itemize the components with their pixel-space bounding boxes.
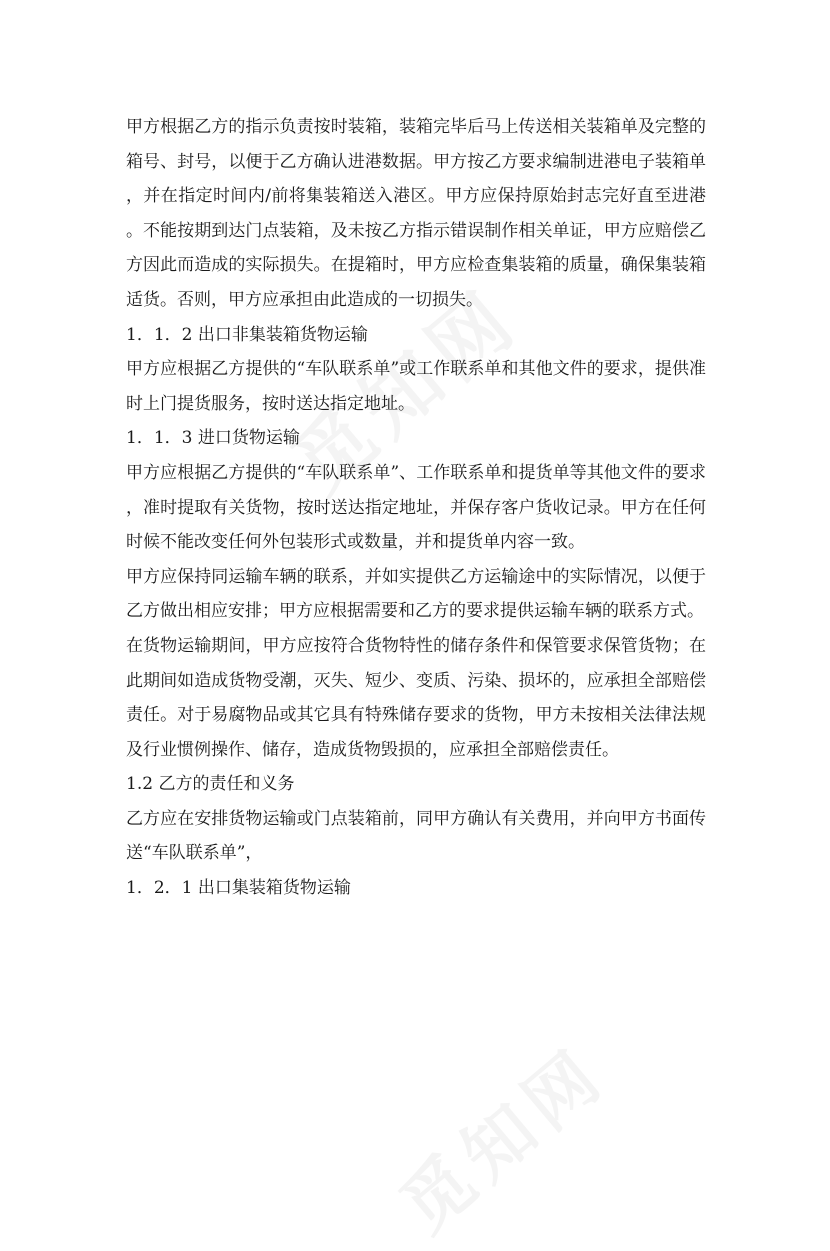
- paragraph-container-loading: 甲方根据乙方的指示负责按时装箱，装箱完毕后马上传送相关装箱单及完整的箱号、封号，以便于乙方确认进港数据。甲方按乙方要求编制进港电子装箱单，并在指定时间内/前将集装箱送入港区。甲方应保持原始封志完好直至进港。不能按期到达门点装箱，及未按乙方指示错误制作相关单证，甲方应赔偿乙方因此而造成的实际损失。在提箱时，甲方应检查集装箱的质量，确保集装箱适货。否则，甲方应承担由此造成的一切损失。: [126, 117, 706, 310]
- document-body: [126, 110, 706, 906]
- paragraph-storage-liability: 在货物运输期间，甲方应按符合货物特性的储存条件和保管要求保管货物；在此期间如造成货物受潮，灭失、短少、变质、污染、损坏的，应承担全部赔偿责任。对于易腐物品或其它具有特殊储存要求的货物，甲方未按相关法律法规及行业惯例操作、储存，造成货物毁损的，应承担全部赔偿责任。: [126, 635, 706, 760]
- paragraph-import-transport: 甲方应根据乙方提供的“车队联系单”、工作联系单和提货单等其他文件的要求，准时提取有关货物，按时送达指定地址，并保存客户货收记录。甲方在任何时候不能改变任何外包装形式或数量，并和提货单内容一致。: [126, 462, 706, 553]
- paragraph-party-b-duties: 乙方应在安排货物运输或门点装箱前，同甲方确认有关费用，并向甲方书面传送“车队联系单”，: [126, 808, 706, 864]
- paragraph-vehicle-contact: 甲方应保持同运输车辆的联系，并如实提供乙方运输途中的实际情况，以便于乙方做出相应安排；甲方应根据需要和乙方的要求提供运输车辆的联系方式。: [126, 566, 706, 622]
- section-heading-1-2-1: 1．2．1 出口集装箱货物运输: [126, 878, 351, 899]
- section-heading-1-1-2: 1．1．2 出口非集装箱货物运输: [126, 324, 368, 345]
- section-heading-1-2: 1.2 乙方的责任和义务: [126, 774, 295, 795]
- watermark-lower: [376, 1020, 625, 1251]
- section-heading-1-1-3: 1．1．3 进口货物运输: [126, 428, 300, 449]
- paragraph-non-container-export: 甲方应根据乙方提供的“车队联系单”或工作联系单和其他文件的要求，提供准时上门提货服务，按时送达指定地址。: [126, 359, 706, 414]
